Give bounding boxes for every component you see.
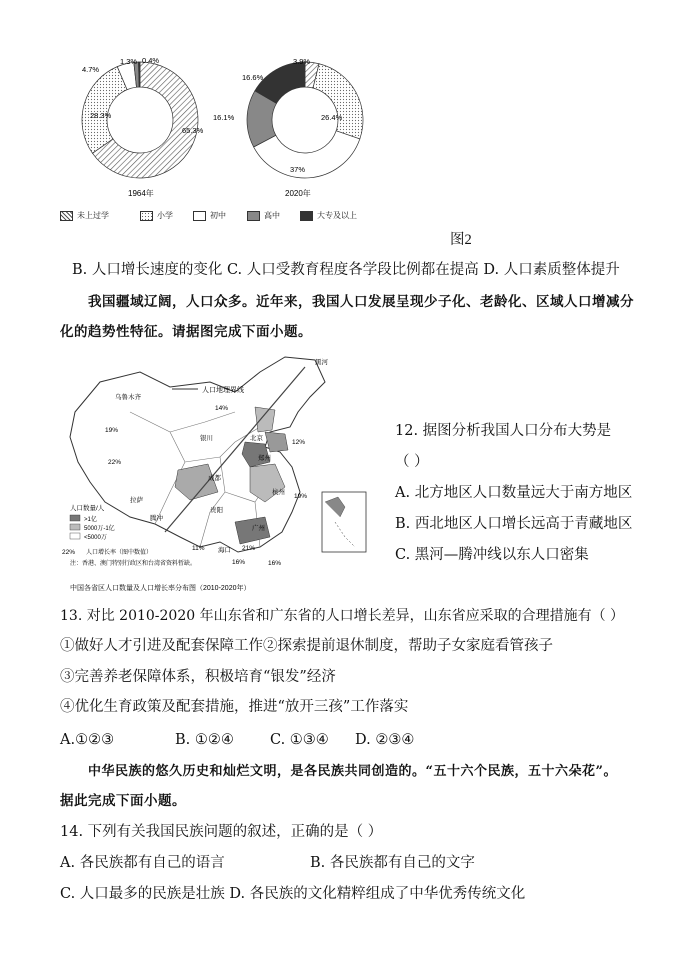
city-guiyang: 贵阳 xyxy=(210,507,223,514)
legend-item-2 xyxy=(140,210,173,221)
donut-1964-slices xyxy=(82,62,198,178)
pop-legend-label-2: 5000万-1亿 xyxy=(84,526,115,532)
intro1-line2: 化的趋势性特征。请据图完成下面小题。 xyxy=(60,324,312,340)
rate-8: 16% xyxy=(232,559,246,566)
legend-label: 高中 xyxy=(264,211,280,220)
q14-option-b: B. 各民族都有自己的文字 xyxy=(310,855,475,871)
city-zhengzhou: 郑州 xyxy=(258,455,271,462)
q13-statement-2: ③完善养老保障体系，积极培育“银发”经济 xyxy=(60,669,336,685)
city-hangzhou: 杭州 xyxy=(272,489,285,496)
label-2020-16.6: 16.6% xyxy=(242,73,264,82)
line-legend-label: 人口地理界线 xyxy=(202,387,244,394)
map-rate-16: 16% xyxy=(268,560,282,567)
pop-legend-label-1: >1亿 xyxy=(84,517,97,523)
city-haikou: 海口 xyxy=(218,547,231,554)
legend-swatch-hatch xyxy=(60,211,73,221)
label-1964-1.3: 1.3% xyxy=(120,57,138,66)
pop-legend-label-3: <5000万 xyxy=(84,535,107,541)
china-population-map xyxy=(60,352,370,597)
legend-swatch-dots xyxy=(140,211,153,221)
donut-2020-slices xyxy=(247,62,363,178)
title-1964: 1964年 xyxy=(128,189,154,198)
q12-option-b: B. 西北地区人口增长远高于青藏地区 xyxy=(395,516,633,532)
legend-swatch-white xyxy=(193,211,206,221)
rate-example: 22% xyxy=(62,549,76,556)
rate-5: 19% xyxy=(294,493,308,500)
rate-3: 22% xyxy=(108,459,122,466)
figure-label: 图2 xyxy=(450,232,472,248)
label-2020-37: 37% xyxy=(290,165,306,174)
rate-7: 11% xyxy=(192,545,205,552)
q12-option-a: A. 北方地区人口数量远大于南方地区 xyxy=(395,485,633,501)
q12-option-c: C. 黑河—腾冲线以东人口密集 xyxy=(395,547,589,563)
q14-option-cd: C. 人口最多的民族是壮族 D. 各民族的文化精粹组成了中华优秀传统文化 xyxy=(60,886,526,902)
donut-chart-1964 xyxy=(60,50,220,200)
title-2020: 2020年 xyxy=(285,189,311,198)
q13-stem: 13. 对比 2010-2020 年山东省和广东省的人口增长差异，山东省应采取的合理措施有（ ） xyxy=(60,608,625,624)
pop-legend-swatch-2 xyxy=(70,524,80,530)
q14-stem: 14. 下列有关我国民族问题的叙述，正确的是（ ） xyxy=(60,824,383,840)
intro1-line1: 我国疆域辽阔，人口众多。近年来，我国人口发展呈现少子化、老龄化、区域人口增减分 xyxy=(88,294,634,310)
label-1964-65.3: 65.3% xyxy=(182,126,204,135)
legend-item-5 xyxy=(300,210,357,221)
rate-6: 21% xyxy=(242,545,256,552)
city-tengchong: 腾冲 xyxy=(150,515,163,522)
rate-1: 14% xyxy=(215,405,229,412)
label-1964-4.7: 4.7% xyxy=(82,65,100,74)
city-yinchuan: 银川 xyxy=(200,435,213,442)
city-heihe: 黑河 xyxy=(315,359,328,366)
intro2-line2: 据此完成下面小题。 xyxy=(60,793,186,809)
q13-option-d: D. ②③④ xyxy=(355,732,415,748)
q13-option-b: B. ①②④ xyxy=(175,732,234,748)
rate-4: 12% xyxy=(292,439,306,446)
map-caption: 中国各省区人口数量及人口增长率分布图（2010-2020年） xyxy=(70,585,251,592)
intro2-line1: 中华民族的悠久历史和灿烂文明，是各民族共同创造的。“五十六个民族，五十六朵花”。 xyxy=(88,764,617,779)
q13-option-c: C. ①③④ xyxy=(270,732,329,748)
rate-2: 19% xyxy=(105,427,119,434)
q13-statement-3: ④优化生育政策及配套措施，推进“放开三孩”工作落实 xyxy=(60,699,409,715)
map-note: 注：香港、澳门特别行政区和台湾省资料暂缺。 xyxy=(70,561,197,567)
city-chengdu: 成都 xyxy=(208,475,221,482)
q14-option-a: A. 各民族都有自己的语言 xyxy=(60,855,225,871)
legend-label: 初中 xyxy=(210,211,226,220)
q13-statement-1: ①做好人才引进及配套保障工作②探索提前退休制度，帮助子女家庭看管孩子 xyxy=(60,638,553,654)
label-2020-16.1: 16.1% xyxy=(213,113,235,122)
legend-item-3 xyxy=(193,210,226,221)
legend-item-4 xyxy=(247,210,280,221)
city-beijing: 北京 xyxy=(250,435,263,442)
legend-label: 大专及以上 xyxy=(317,211,357,220)
q11-options: B. 人口增长速度的变化 C. 人口受教育程度各学段比例都在提高 D. 人口素质整体提升 xyxy=(72,262,620,278)
rate-legend-label: 人口增长率（图中数值） xyxy=(86,550,153,556)
donut-slice-小学 xyxy=(313,64,363,139)
q12-blank: （ ） xyxy=(395,454,429,470)
q12-stem: 12. 据图分析我国人口分布大势是 xyxy=(395,423,612,439)
donut-slice-大专及以上 xyxy=(139,62,140,87)
donut-slice-小学 xyxy=(82,67,127,154)
legend-swatch-gray xyxy=(247,211,260,221)
city-urumqi: 乌鲁木齐 xyxy=(115,394,141,401)
q13-option-a: A.①②③ xyxy=(60,732,115,748)
label-2020-26.4: 26.4% xyxy=(321,113,343,122)
pop-legend-swatch-1 xyxy=(70,515,80,521)
legend-label: 未上过学 xyxy=(77,211,109,220)
label-1964-0.4: 0.4% xyxy=(142,56,160,65)
legend-item-1 xyxy=(60,210,109,221)
label-2020-3.9: 3.9% xyxy=(293,57,311,66)
legend-label: 小学 xyxy=(157,211,173,220)
city-lhasa: 拉萨 xyxy=(130,497,143,504)
province-mid-hebei xyxy=(255,407,275,432)
donut-chart-2020 xyxy=(213,50,385,200)
pop-legend-swatch-3 xyxy=(70,533,80,539)
legend-swatch-dark xyxy=(300,211,313,221)
city-guangzhou: 广州 xyxy=(252,525,265,532)
pop-legend-title: 人口数量/人 xyxy=(70,505,105,512)
label-1964-28.3: 28.3% xyxy=(90,111,112,120)
